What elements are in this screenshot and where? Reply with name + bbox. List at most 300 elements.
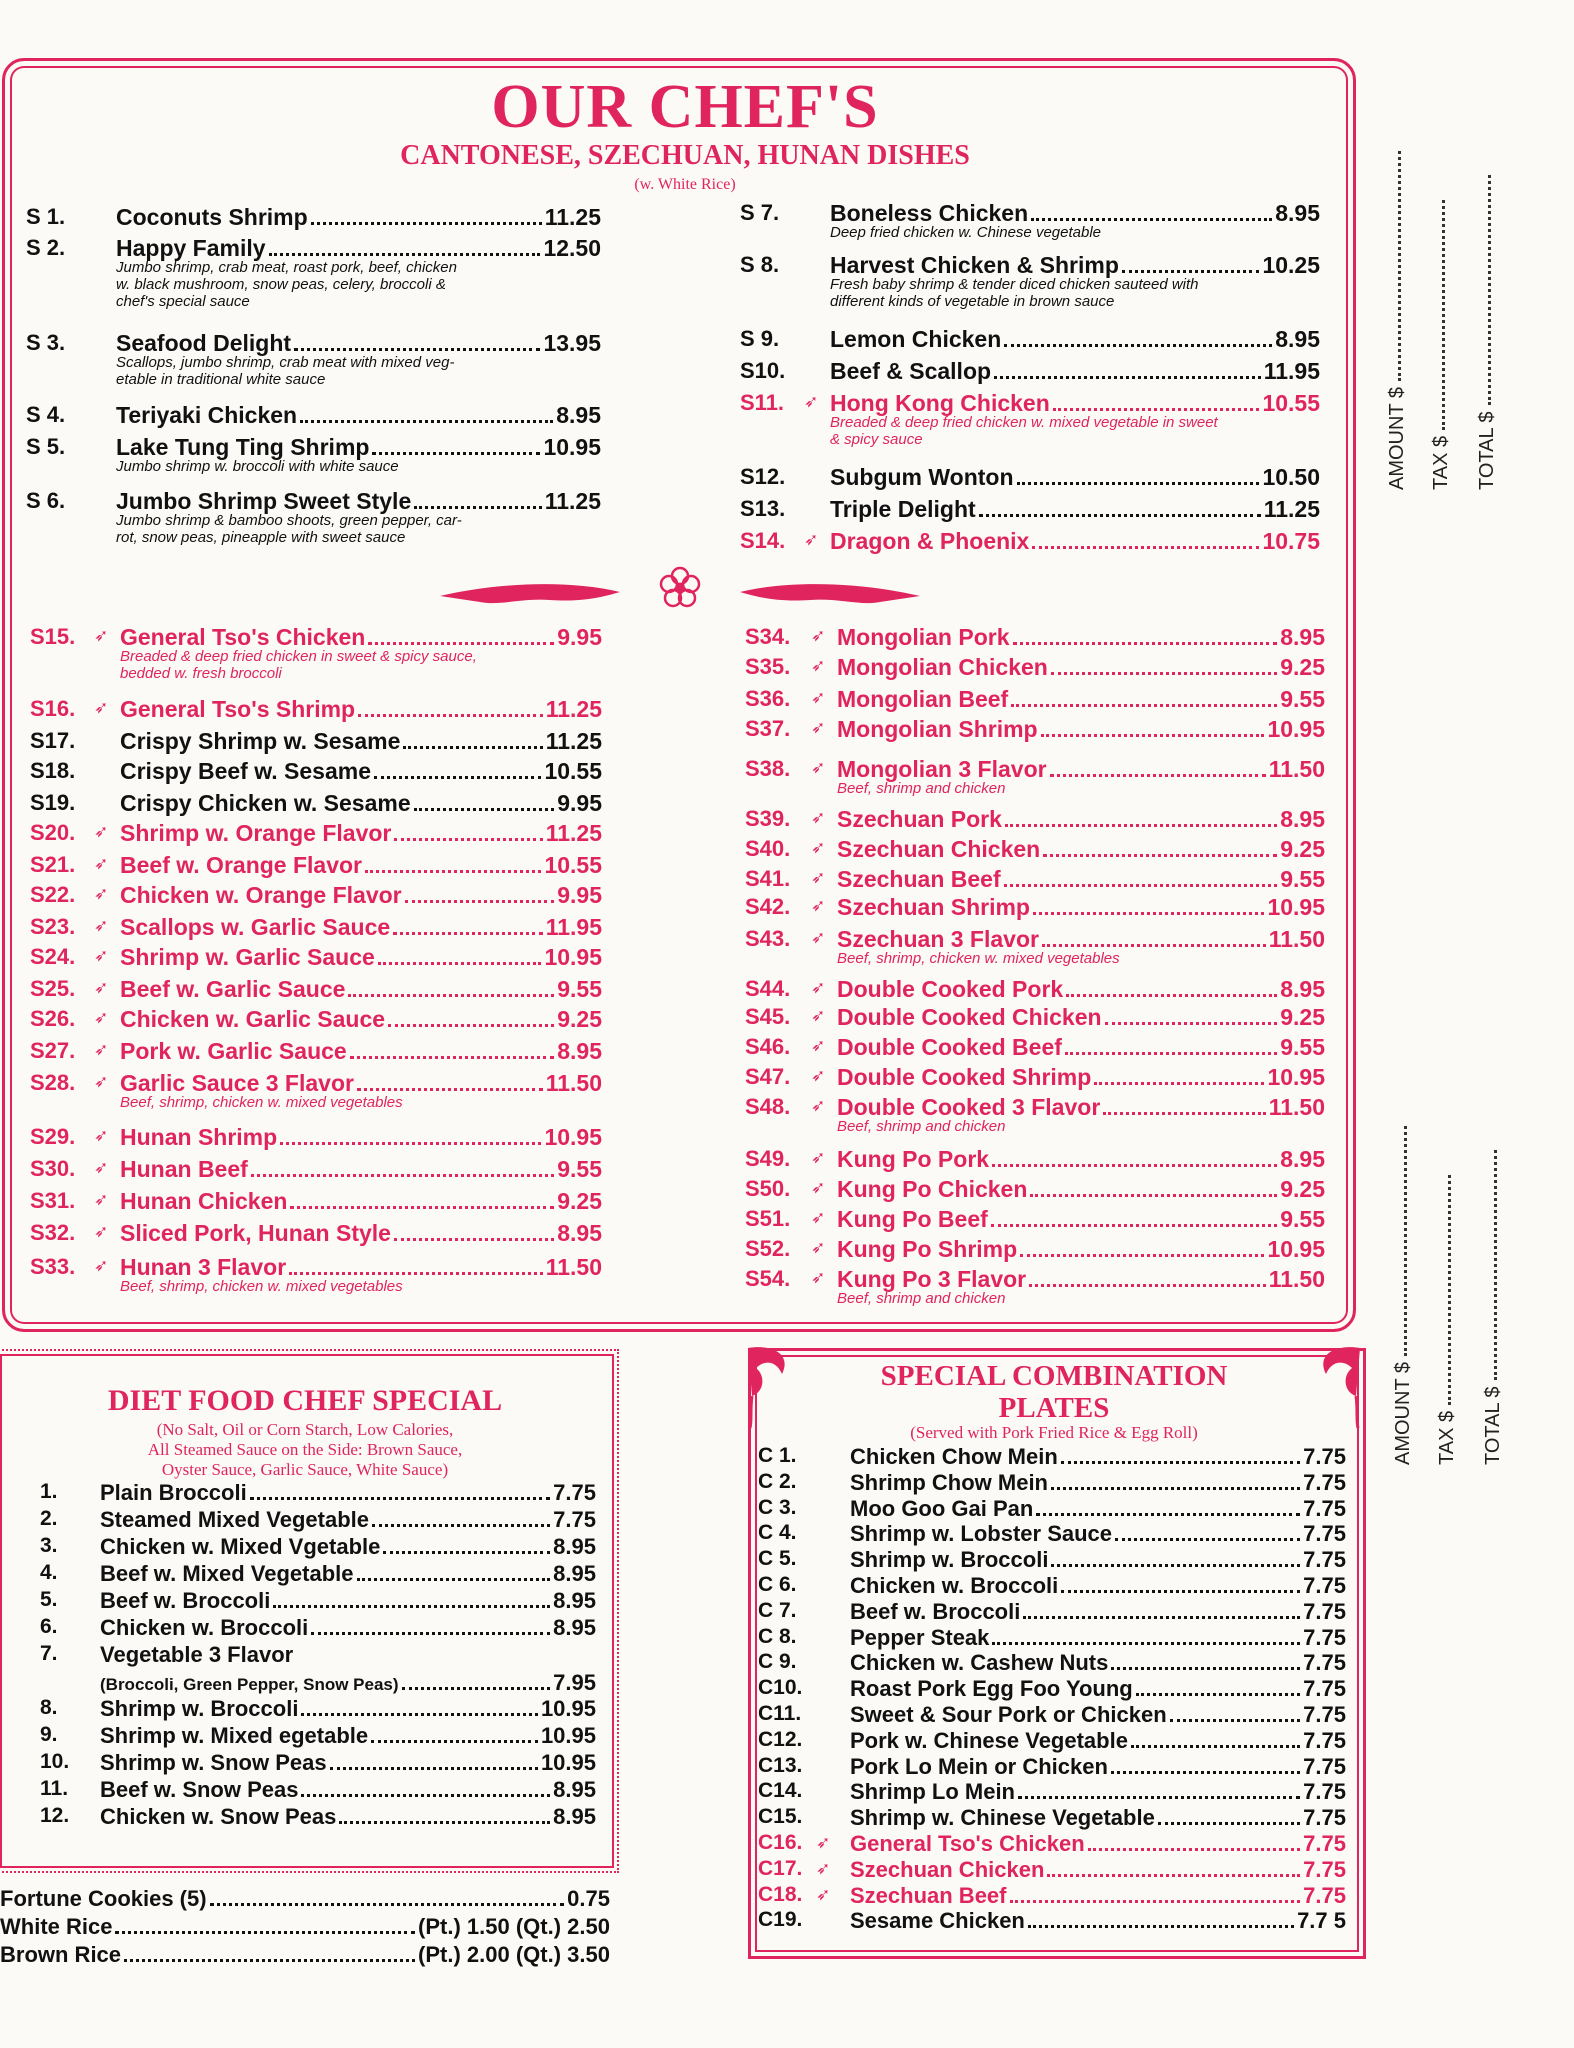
item-code: S49. [745, 1146, 791, 1171]
leader-dots [339, 1821, 550, 1824]
item-name: Fortune Cookies (5) [0, 1886, 207, 1911]
item-row [120, 728, 602, 755]
item-row [850, 1521, 1346, 1547]
menu-item [740, 326, 1320, 352]
item-code: S33. [30, 1254, 76, 1279]
pepper-icon: ➶ [94, 626, 109, 645]
item-price: 11.50 [545, 1254, 602, 1280]
diet-item-sub [100, 1670, 596, 1696]
item-name: Jumbo Shrimp Sweet Style [116, 488, 412, 514]
item-name: Crispy Shrimp w. Sesame [120, 728, 401, 754]
item-code: S51. [745, 1206, 791, 1231]
item-code: S14. [740, 528, 786, 553]
leader-dots [1013, 642, 1278, 645]
item-name: Mongolian Chicken [837, 654, 1048, 680]
item-code: S23. [30, 914, 76, 939]
item-row [837, 1094, 1325, 1121]
leader-dots [124, 1959, 415, 1962]
totals-line [1442, 200, 1445, 430]
item-name: Kung Po 3 Flavor [837, 1266, 1027, 1292]
item-row [850, 1625, 1346, 1651]
item-name: Beef & Scallop [830, 358, 992, 384]
menu-item [745, 716, 1325, 742]
leader-dots [414, 506, 541, 509]
item-code: 2. [40, 1507, 58, 1530]
diet-item [40, 1534, 596, 1560]
item-name: Mongolian 3 Flavor [837, 756, 1047, 782]
leader-dots [1004, 884, 1278, 887]
item-description [837, 1118, 1005, 1135]
description-line: rot, snow peas, pineapple with sweet sauce [116, 529, 406, 546]
combo-title-line1: SPECIAL COMBINATION [880, 1360, 1228, 1392]
item-row [837, 1266, 1325, 1293]
pepper-icon: ➶ [811, 868, 826, 887]
description-line: Scallops, jumbo shrimp, crab meat with mixed veg- [116, 354, 455, 371]
diet-item [40, 1804, 596, 1830]
totals-field [1476, 175, 1499, 490]
item-code: C 3. [758, 1495, 797, 1519]
item-code: S25. [30, 976, 76, 1001]
item-row [100, 1777, 596, 1803]
item-code: S16. [30, 696, 76, 721]
leader-dots [1011, 704, 1277, 707]
item-row [120, 1188, 602, 1215]
menu-item [745, 1236, 1325, 1262]
item-row [100, 1670, 596, 1696]
pepper-icon: ➶ [816, 1858, 831, 1878]
item-name: Lemon Chicken [830, 326, 1002, 352]
item-code: C15. [758, 1805, 803, 1829]
item-row [850, 1908, 1346, 1934]
menu-item [30, 820, 602, 846]
leader-dots [393, 932, 543, 935]
item-code: C11. [758, 1702, 802, 1725]
pepper-icon: ➶ [94, 854, 109, 873]
item-row [830, 252, 1320, 279]
item-name: Hunan 3 Flavor [120, 1254, 287, 1280]
pepper-icon: ➶ [94, 1126, 109, 1145]
description-line: w. black mushroom, snow peas, celery, broccoli & [116, 276, 446, 293]
item-price: 7.95 [553, 1670, 596, 1695]
menu-item [30, 1006, 602, 1032]
leader-dots [994, 376, 1261, 379]
item-code: 6. [40, 1615, 58, 1638]
menu-item [30, 882, 602, 908]
item-row [837, 806, 1325, 833]
item-price: 9.25 [557, 1188, 602, 1214]
item-row [100, 1588, 596, 1614]
item-code: S26. [30, 1006, 76, 1031]
item-row [116, 488, 601, 515]
leader-dots [403, 746, 542, 749]
item-row [100, 1696, 596, 1722]
item-price: 9.55 [557, 976, 602, 1002]
item-row [120, 852, 602, 879]
item-name: Shrimp w. Lobster Sauce [850, 1521, 1113, 1547]
totals-field [1392, 1126, 1415, 1465]
pepper-icon: ➶ [94, 1040, 109, 1059]
item-name: Double Cooked Shrimp [837, 1064, 1092, 1090]
combo-item [758, 1599, 1346, 1625]
leader-dots [1053, 408, 1260, 411]
leader-dots [290, 1206, 554, 1209]
item-row [116, 330, 601, 357]
item-code: S42. [745, 894, 791, 919]
item-code: C10. [758, 1676, 803, 1700]
item-row [116, 235, 601, 262]
item-price: 10.95 [544, 944, 602, 970]
item-row [120, 1156, 602, 1183]
item-row [830, 528, 1320, 555]
menu-item [745, 1176, 1325, 1202]
item-code: C16. [758, 1831, 803, 1854]
item-name: Kung Po Pork [837, 1146, 990, 1172]
item-price: 8.95 [557, 1220, 602, 1246]
item-name: Shrimp w. Garlic Sauce [120, 944, 375, 970]
leader-dots [1032, 546, 1259, 549]
item-row [850, 1883, 1346, 1909]
item-row [850, 1676, 1346, 1702]
item-price: 7.75 [553, 1507, 596, 1532]
item-name: Pork w. Chinese Vegetable [850, 1727, 1128, 1753]
item-name: Mongolian Pork [837, 624, 1010, 650]
item-price: 8.95 [556, 402, 601, 428]
diet-note-line: Oyster Sauce, Garlic Sauce, White Sauce) [161, 1460, 449, 1479]
item-name: General Tso's Chicken [850, 1831, 1085, 1856]
item-description [116, 458, 399, 475]
totals-label: TAX $ [1436, 1410, 1458, 1465]
item-code: S50. [745, 1176, 791, 1201]
item-code: S21. [30, 852, 76, 877]
menu-item [30, 1070, 602, 1111]
item-price: 7.75 [1303, 1444, 1346, 1469]
item-row [120, 790, 602, 817]
leader-dots [1122, 270, 1260, 273]
item-price: 8.95 [1280, 976, 1325, 1002]
item-row [850, 1857, 1346, 1883]
pepper-icon: ➶ [811, 656, 826, 675]
item-description [120, 1278, 403, 1295]
item-price: 11.50 [545, 1070, 602, 1096]
item-code: S28. [30, 1070, 76, 1095]
item-row [120, 944, 602, 971]
leader-dots [1004, 344, 1272, 347]
leader-dots [273, 1605, 550, 1608]
item-code: 4. [40, 1561, 58, 1584]
item-name: Beef w. Broccoli [850, 1598, 1021, 1624]
item-row [100, 1507, 596, 1533]
leader-dots [1088, 1848, 1300, 1851]
item-row [837, 1176, 1325, 1203]
diet-item [40, 1507, 596, 1533]
totals-field [1482, 1150, 1505, 1465]
item-price: 10.50 [1262, 464, 1320, 490]
item-description [837, 1290, 1005, 1307]
menu-item [745, 1206, 1325, 1232]
leader-dots [394, 1238, 554, 1241]
item-name: Chicken w. Broccoli [850, 1573, 1059, 1598]
description-line: Breaded & deep fried chicken in sweet & spicy sauce, [120, 648, 477, 665]
item-code: C 4. [758, 1521, 797, 1545]
item-code: S11. [740, 390, 785, 415]
combo-item [758, 1805, 1346, 1831]
item-description [116, 259, 457, 310]
leader-dots [1111, 1771, 1300, 1774]
leader-dots [1103, 1112, 1265, 1115]
item-name: Scallops w. Garlic Sauce [120, 914, 391, 940]
totals-label: TAX $ [1430, 435, 1452, 490]
item-code: 1. [40, 1480, 58, 1503]
item-name: Hunan Beef [120, 1156, 248, 1182]
item-code: S32. [30, 1220, 76, 1245]
combo-item [758, 1908, 1346, 1934]
pepper-icon: ➶ [94, 1008, 109, 1027]
item-price: (Pt.) 2.00 (Qt.) 3.50 [418, 1942, 610, 1967]
item-code: S17. [30, 728, 76, 753]
item-price: 8.95 [1275, 200, 1320, 226]
item-code: C 6. [758, 1573, 797, 1596]
item-code: S45. [745, 1004, 791, 1029]
item-price: 13.95 [543, 330, 601, 356]
menu-item [30, 1156, 602, 1182]
item-name: Chicken w. Mixed Vgetable [100, 1534, 381, 1559]
menu-item [740, 528, 1320, 554]
item-row [120, 1038, 602, 1065]
menu-item [30, 1038, 602, 1064]
leader-dots [1023, 1616, 1300, 1619]
pepper-icon: ➶ [811, 626, 826, 645]
totals-field [1430, 200, 1453, 490]
item-name: General Tso's Chicken [120, 624, 366, 650]
leader-dots [1047, 1874, 1300, 1877]
totals-field [1436, 1175, 1459, 1465]
item-name: Shrimp w. Orange Flavor [120, 820, 392, 846]
leader-dots [210, 1903, 565, 1906]
menu-item [30, 1220, 602, 1246]
pepper-icon: ➶ [94, 884, 109, 903]
leader-dots [1031, 218, 1272, 221]
menu-item [745, 756, 1325, 797]
leader-dots [414, 808, 555, 811]
pepper-icon: ➶ [94, 946, 109, 965]
item-price: 11.25 [545, 696, 602, 722]
menu-item [26, 434, 601, 475]
item-row [837, 654, 1325, 681]
diet-item [40, 1480, 596, 1506]
menu-item [745, 866, 1325, 892]
item-row [830, 464, 1320, 491]
item-code: 10. [40, 1750, 70, 1773]
item-row [850, 1470, 1346, 1496]
totals-line [1398, 151, 1401, 381]
leader-dots [1170, 1719, 1301, 1722]
combo-item [758, 1779, 1346, 1805]
item-code: C19. [758, 1908, 803, 1932]
item-code: S 8. [740, 252, 780, 277]
item-name: Shrimp Chow Mein [850, 1469, 1048, 1495]
pepper-icon: ➶ [811, 758, 826, 777]
item-code: S52. [745, 1236, 791, 1261]
item-price: 7.75 [1303, 1598, 1346, 1624]
combo-item [758, 1625, 1346, 1651]
leader-dots [1030, 1194, 1277, 1197]
item-name: Roast Pork Egg Foo Young [850, 1676, 1133, 1702]
menu-item [30, 944, 602, 970]
leader-dots [269, 253, 541, 256]
item-price: 10.55 [544, 758, 602, 784]
item-code: C17. [758, 1856, 803, 1880]
menu-item [30, 976, 602, 1002]
item-name: Happy Family [116, 235, 266, 261]
item-price: 7.75 [1303, 1805, 1346, 1831]
leader-dots [1028, 1925, 1294, 1928]
leader-dots [992, 1642, 1300, 1645]
item-price: 8.95 [553, 1615, 596, 1640]
menu-item [26, 330, 601, 388]
flower-icon [661, 568, 699, 606]
leader-dots [357, 1578, 551, 1581]
item-name: Szechuan Chicken [837, 836, 1041, 862]
item-code: S24. [30, 944, 76, 969]
pepper-icon: ➶ [811, 928, 826, 947]
item-code: S20. [30, 820, 76, 845]
pepper-icon: ➶ [816, 1884, 831, 1904]
item-description [837, 780, 1005, 797]
item-price: 9.25 [1280, 836, 1325, 862]
leader-dots [1094, 1082, 1264, 1085]
description-line: Beef, shrimp, chicken w. mixed vegetables [120, 1278, 403, 1295]
item-row [837, 624, 1325, 651]
item-price: 10.25 [1262, 252, 1320, 278]
item-code: S43. [745, 926, 791, 951]
item-description [120, 1094, 403, 1111]
item-price: 9.25 [1280, 1176, 1325, 1202]
item-name: White Rice [0, 1914, 113, 1939]
pepper-icon: ➶ [94, 1190, 109, 1209]
combo-item [758, 1883, 1346, 1909]
combo-title-line2: PLATES [998, 1392, 1110, 1424]
item-name: Szechuan Shrimp [837, 894, 1030, 920]
item-code: S40. [745, 836, 791, 861]
item-row [850, 1779, 1346, 1805]
menu-item [30, 758, 602, 784]
item-price: 7.7 5 [1297, 1908, 1346, 1934]
item-price: 11.50 [1268, 756, 1325, 782]
item-row [837, 976, 1325, 1003]
diet-item [40, 1642, 596, 1668]
item-price: 10.95 [540, 1750, 596, 1775]
item-code: 8. [40, 1696, 58, 1719]
item-price: 10.95 [1267, 1064, 1325, 1090]
item-name: Subgum Wonton [830, 464, 1014, 490]
description-line: Jumbo shrimp, crab meat, roast pork, beef, chicken [116, 259, 457, 276]
item-code: S39. [745, 806, 791, 831]
item-row [850, 1599, 1346, 1625]
item-name: Mongolian Beef [837, 686, 1009, 712]
combo-item [758, 1444, 1346, 1470]
item-code: S 1. [26, 204, 66, 229]
item-name: Chicken w. Orange Flavor [120, 882, 402, 908]
leader-dots [1158, 1822, 1300, 1825]
diet-item [40, 1696, 596, 1722]
item-row [837, 926, 1325, 953]
item-code: S22. [30, 882, 76, 907]
combo-item [758, 1470, 1346, 1496]
item-price: 9.55 [1280, 686, 1325, 712]
pepper-icon: ➶ [811, 1268, 826, 1287]
menu-item [740, 358, 1320, 384]
item-name: Mongolian Shrimp [837, 716, 1038, 742]
item-code: S46. [745, 1034, 791, 1059]
item-price: 11.25 [544, 204, 601, 230]
leader-dots [1005, 824, 1277, 827]
item-code: S30. [30, 1156, 76, 1181]
item-code: S 6. [26, 488, 66, 513]
item-price: 10.95 [540, 1723, 596, 1748]
item-price: 10.55 [1262, 390, 1320, 416]
item-name: Beef w. Orange Flavor [120, 852, 362, 878]
pepper-icon: ➶ [94, 1158, 109, 1177]
item-price: 11.25 [544, 488, 601, 514]
menu-item [745, 654, 1325, 680]
menu-item [30, 790, 602, 816]
leader-dots [301, 1713, 537, 1716]
menu-item [745, 624, 1325, 650]
item-name: Hunan Chicken [120, 1188, 288, 1214]
item-row [830, 326, 1320, 353]
item-code: C 9. [758, 1650, 797, 1674]
item-code: S10. [740, 358, 786, 383]
item-code: S 9. [740, 326, 780, 351]
item-code: S15. [30, 624, 76, 649]
item-row [837, 686, 1325, 713]
pepper-icon: ➶ [94, 822, 109, 841]
item-row [120, 882, 602, 909]
item-price: 8.95 [1280, 624, 1325, 650]
item-name: Kung Po Shrimp [837, 1236, 1018, 1262]
pepper-icon: ➶ [94, 698, 109, 717]
item-code: S 7. [740, 200, 780, 225]
item-name: Shrimp w. Chinese Vegetable [850, 1805, 1155, 1831]
item-code: C14. [758, 1779, 803, 1803]
combo-item [758, 1754, 1346, 1780]
item-code: S 2. [26, 235, 66, 260]
item-price: 9.25 [1280, 654, 1325, 680]
item-description [830, 276, 1199, 310]
item-price: 11.50 [1268, 926, 1325, 952]
item-price: 11.50 [1268, 1266, 1325, 1292]
item-code: S54. [745, 1266, 791, 1291]
item-price: 10.95 [1267, 716, 1325, 742]
item-price: 7.75 [1303, 1831, 1346, 1856]
item-name: Double Cooked Chicken [837, 1004, 1102, 1030]
description-line: Jumbo shrimp w. broccoli with white sauce [116, 458, 399, 475]
combo-note: (Served with Pork Fried Rice & Egg Roll) [910, 1423, 1198, 1442]
item-code: 9. [40, 1723, 58, 1746]
item-code: S48. [745, 1094, 791, 1119]
description-line: different kinds of vegetable in brown sauce [830, 293, 1115, 310]
item-price: 10.75 [1262, 528, 1320, 554]
combo-item [758, 1547, 1346, 1573]
leader-dots [1105, 1022, 1278, 1025]
item-name: Chicken w. Broccoli [100, 1615, 309, 1640]
diet-note-line: All Steamed Sauce on the Side: Brown Sauce, [147, 1440, 463, 1459]
item-name: Kung Po Beef [837, 1206, 988, 1232]
leader-dots [1115, 1538, 1300, 1541]
item-row [120, 624, 602, 651]
item-name: Garlic Sauce 3 Flavor [120, 1070, 354, 1096]
item-price: 10.55 [544, 852, 602, 878]
